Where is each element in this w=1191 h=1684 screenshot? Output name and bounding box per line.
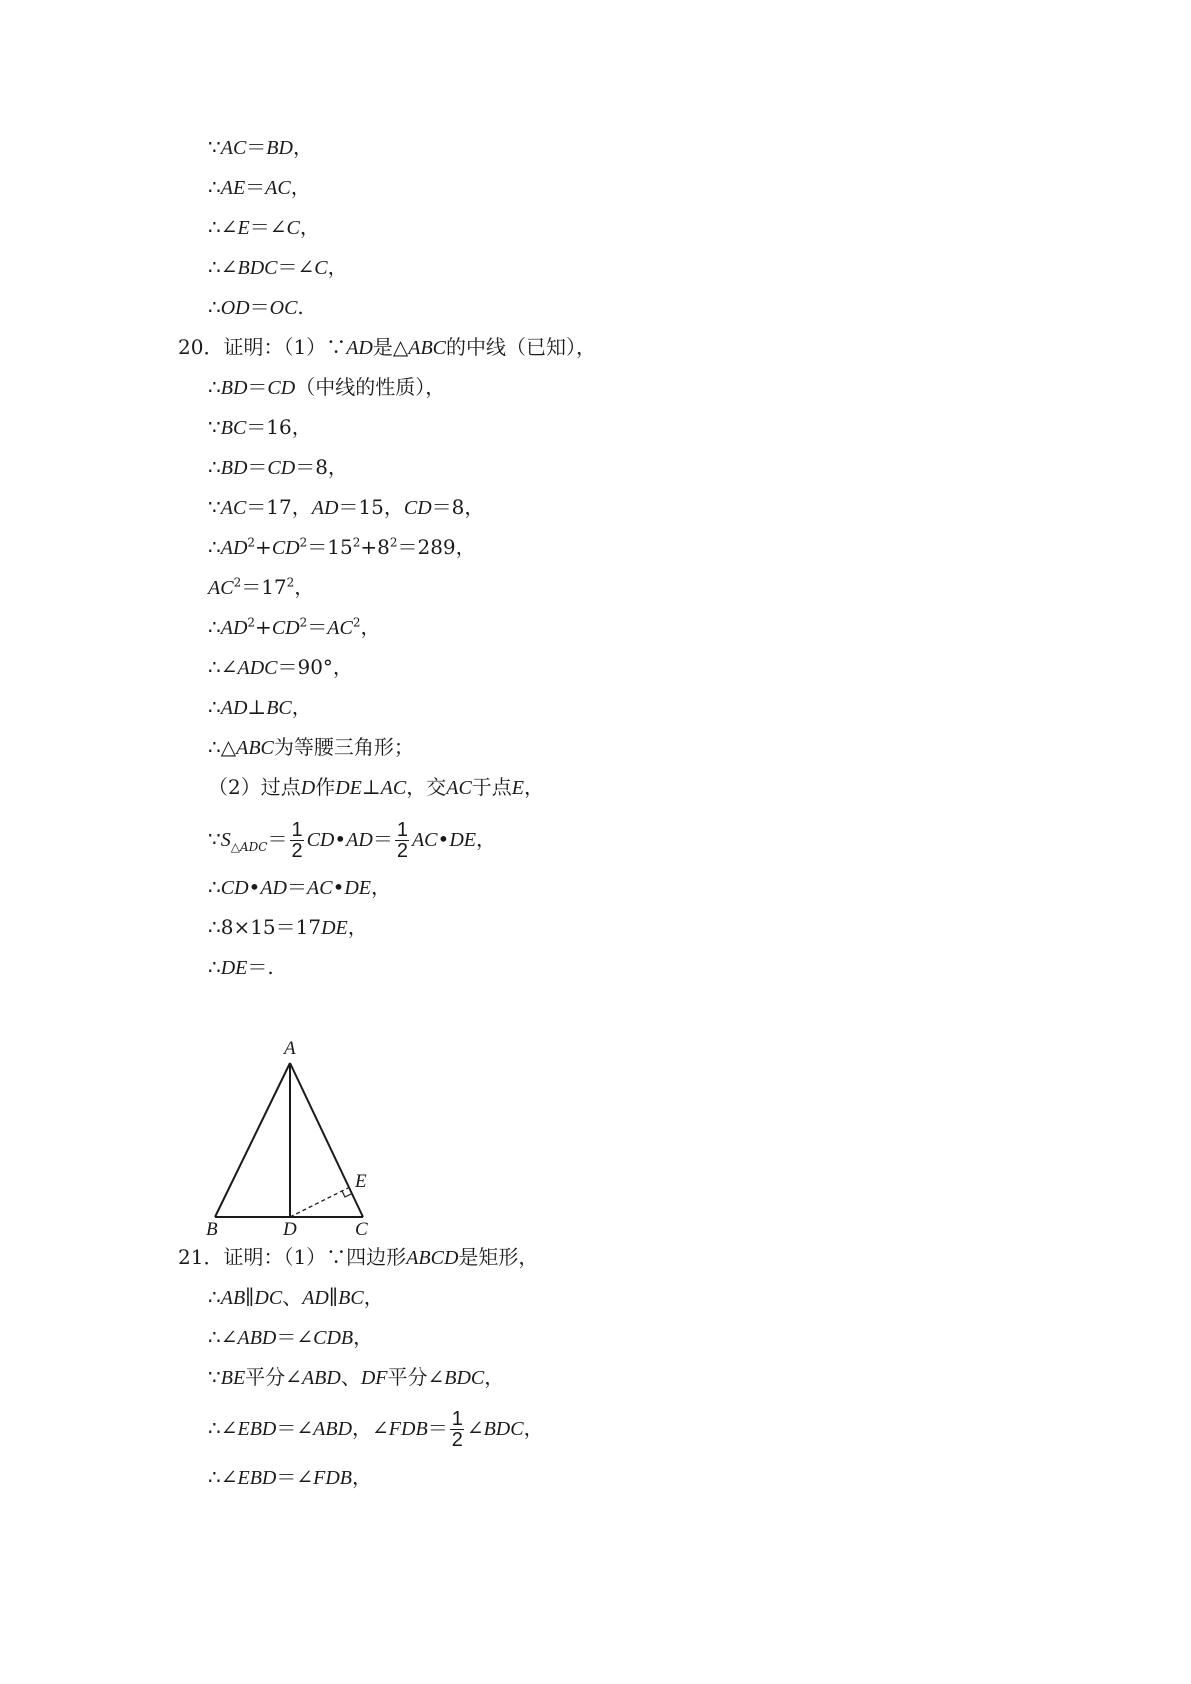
proof-line [208,953,274,982]
proof-line [208,573,314,602]
math-text: ∵ [208,415,221,439]
proof-line [208,1283,384,1312]
proof-line [208,733,414,762]
math-text: ∴∠ [208,655,238,679]
denominator: 2 [451,1429,463,1451]
math-text: ， [484,1365,505,1389]
math-text: ∴ [208,295,221,319]
math-text: ，交 [406,775,447,799]
math-text: （中线的性质）， [295,375,446,399]
superscript: 2 [299,615,308,630]
math-text: ＝ [249,295,270,319]
denominator: 2 [396,840,408,862]
proof-line [208,1323,373,1352]
math-text: AB [220,1287,246,1309]
math-text: C [314,257,328,279]
side-AC [290,1063,363,1217]
math-text: 平分∠ [245,1365,302,1389]
math-text: ＝ [427,1416,448,1440]
math-text: ， [292,135,313,159]
math-text: ， [327,255,348,279]
math-text: ADC [237,657,278,679]
math-text: AD [220,537,248,559]
proof-line [208,493,484,522]
math-text: ＝ [247,455,268,479]
question-number: 21． [178,1245,224,1269]
math-text: ABD [237,1327,277,1349]
numerator: 1 [291,819,303,841]
superscript: 2 [247,615,256,630]
proof-line [208,413,312,442]
proof-line [208,293,304,322]
math-text: CD [403,497,432,519]
math-text: ＝ [247,375,268,399]
math-text: DE [449,829,476,851]
math-text: ∴ [208,955,221,979]
label-B: B [206,1219,218,1237]
math-text: ∴ [208,375,221,399]
math-text: 是矩形， [458,1245,539,1269]
math-text: ＝8， [431,495,485,519]
math-text: +8 [360,535,390,559]
math-text: ∴8×15＝17 [208,915,322,939]
math-text: ， [294,575,315,599]
math-text: AD [220,697,248,719]
math-text: S [220,829,231,851]
math-text: ， [290,175,311,199]
math-text: ＝∠ [249,215,287,239]
fraction-one-half [450,1409,465,1450]
proof-line [208,453,348,482]
proof-line [208,373,445,402]
superscript: 2 [352,535,361,550]
math-text: （2）过点 [208,775,301,799]
math-text: ∥ [245,1285,255,1309]
math-text: CD [306,829,335,851]
math-text: ＝15 [307,535,353,559]
proof-line [208,653,353,682]
math-text: . [297,295,304,319]
math-text: ＝ [307,615,328,639]
math-text: AD [260,877,287,899]
question-20-heading [178,333,596,362]
math-text: OC [269,297,298,319]
label-A: A [284,1038,296,1059]
math-text: BDC [444,1367,485,1389]
math-text: ∠ [466,1416,484,1440]
math-text: CDB [313,1327,354,1349]
math-text: 、 [340,1365,361,1389]
math-text: • [248,875,261,899]
fraction-one-half [395,820,410,861]
math-text: DC [254,1287,283,1309]
proof-line [208,913,368,942]
math-text: CD [220,877,249,899]
fraction-one-half [289,820,304,861]
math-text: CD [271,617,300,639]
math-text: ＝ [287,875,307,899]
math-text: • [334,827,347,851]
math-text: EBD [237,1418,277,1440]
math-text: BE [220,1367,246,1389]
label-E: E [355,1171,367,1192]
math-text: ∴∠ [208,1325,238,1349]
proof-line [208,213,320,242]
question-21-heading [178,1243,538,1272]
math-text: BD [220,457,248,479]
math-text: BC [338,1287,364,1309]
math-text: ABD [313,1418,353,1440]
math-text: ∵ [208,1365,221,1389]
side-AB [215,1063,290,1217]
math-text: • [332,875,345,899]
math-text: ， [353,1325,374,1349]
proof-line [208,533,476,562]
math-text: ＝ [372,827,393,851]
math-text: AC [220,137,247,159]
proof-line [208,1363,504,1392]
math-text: AD [346,337,373,359]
superscript: 2 [233,575,242,590]
math-text: AD [220,617,248,639]
math-text: OD [220,297,250,319]
math-text: DE [321,917,348,939]
math-text: BC [266,697,292,719]
math-text: ∴ [208,1285,221,1309]
math-text: ， [352,1465,373,1489]
math-text: FDB [313,1467,353,1489]
math-text: ， [363,1285,384,1309]
math-text: ＝∠ [277,255,315,279]
math-text: AC [220,497,247,519]
math-text: AC [446,777,472,799]
math-text: ， [524,775,545,799]
label-D: D [283,1219,297,1237]
proof-line [208,173,311,202]
math-text: ， [371,875,392,899]
proof-line [208,873,391,902]
math-text: ，∠ [352,1416,389,1440]
math-text: ， [347,915,368,939]
subscript: △ADC [230,840,268,854]
math-text: ＝. [247,955,274,979]
math-text: • [437,827,450,851]
math-text: AC [307,877,333,899]
math-text: ABD [301,1367,341,1389]
math-text: ＝∠ [276,1465,314,1489]
superscript: 2 [389,535,398,550]
math-text: ＝ [267,827,288,851]
proof-line [208,133,313,162]
math-text: ＝90°， [277,655,353,679]
therefore-symbol: ∴ [208,175,221,199]
math-text: AC [265,177,291,199]
math-text: ， [360,615,381,639]
math-text: ∴ [208,615,221,639]
math-text: AD [302,1287,329,1309]
math-text: 作 [315,775,336,799]
segment-DE [290,1188,348,1217]
math-text: ， [523,1416,544,1440]
math-text: ∴ [208,455,221,479]
math-text: BD [266,137,293,159]
math-text: FDB [388,1418,428,1440]
math-text: AC [208,577,234,599]
proof-line [208,693,312,722]
math-text: BC [220,417,247,439]
math-text: EBD [237,1467,277,1489]
math-text: ⊥ [247,695,267,719]
because-symbol: ∵ [208,135,221,159]
math-text: + [255,615,272,639]
proof-line [208,1463,372,1492]
superscript: 2 [299,535,308,550]
math-text: ＝17， [246,495,312,519]
math-text: 、 [282,1285,303,1309]
math-text: D [300,777,316,799]
math-text: ＝ [245,175,266,199]
math-text: ＝8， [295,455,348,479]
math-text: ∴△ [208,735,237,759]
math-text: E [237,217,250,239]
math-text: ∴ [208,695,221,719]
math-text: AC [327,617,353,639]
label-C: C [355,1219,368,1237]
question-number: 20． [178,335,224,359]
proof-line [208,814,496,865]
math-text: ∵ [208,827,221,851]
math-text: ∴ [208,875,221,899]
math-text: ＝ [246,135,267,159]
math-text: ⊥ [361,775,381,799]
superscript: 2 [352,615,361,630]
math-text: DE [344,877,372,899]
math-text: DE [335,777,362,799]
math-text: ABCD [406,1247,459,1269]
right-angle-mark [342,1191,351,1197]
numerator: 1 [396,819,408,841]
math-text: 证明：（1）∵四边形 [223,1245,407,1269]
math-text: AC [380,777,407,799]
math-text: ＝∠ [276,1325,314,1349]
math-text: 的中线（已知）， [446,335,597,359]
superscript: 2 [247,535,256,550]
proof-line [208,253,348,282]
proof-line [208,1403,544,1454]
math-text: + [255,535,272,559]
math-text: ， [299,215,320,239]
math-text: ∥ [328,1285,339,1309]
math-text: ＝17 [241,575,287,599]
math-text: BDC [483,1418,524,1440]
proof-line [208,773,544,802]
math-text: AD [346,829,373,851]
denominator: 2 [291,840,303,862]
math-text: ＝289， [397,535,476,559]
math-text: DE [220,957,248,979]
math-text: ABC [236,737,274,759]
math-text: ＝16， [246,415,312,439]
math-text: ∴∠ [208,1416,238,1440]
triangle-figure [205,1037,385,1237]
numerator: 1 [451,1408,463,1430]
math-text: ∴ [208,535,221,559]
math-text: DF [360,1367,388,1389]
math-text: CD [267,377,296,399]
math-text: ∴∠ [208,1465,238,1489]
math-text: ∴∠ [208,215,238,239]
math-text: 证明：（1）∵ [223,335,347,359]
math-text: ∴∠ [208,255,238,279]
math-text: ∵ [208,495,221,519]
math-text: CD [271,537,300,559]
math-text: ＝∠ [276,1416,314,1440]
math-text: ， [291,695,312,719]
math-text: ABC [408,337,447,359]
superscript: 2 [286,575,295,590]
math-text: 是△ [372,335,409,359]
math-text: C [286,217,300,239]
math-text: AE [220,177,246,199]
math-text: BDC [237,257,278,279]
proof-line [208,613,380,642]
math-text: CD [267,457,296,479]
math-text: 平分∠ [387,1365,445,1389]
math-text: 为等腰三角形； [273,735,414,759]
math-text: AC [411,829,438,851]
math-text: E [511,777,525,799]
math-text: AD [311,497,339,519]
math-text: ＝15， [338,495,404,519]
math-text: BD [220,377,248,399]
math-text: ， [475,827,496,851]
math-text: 于点 [471,775,512,799]
